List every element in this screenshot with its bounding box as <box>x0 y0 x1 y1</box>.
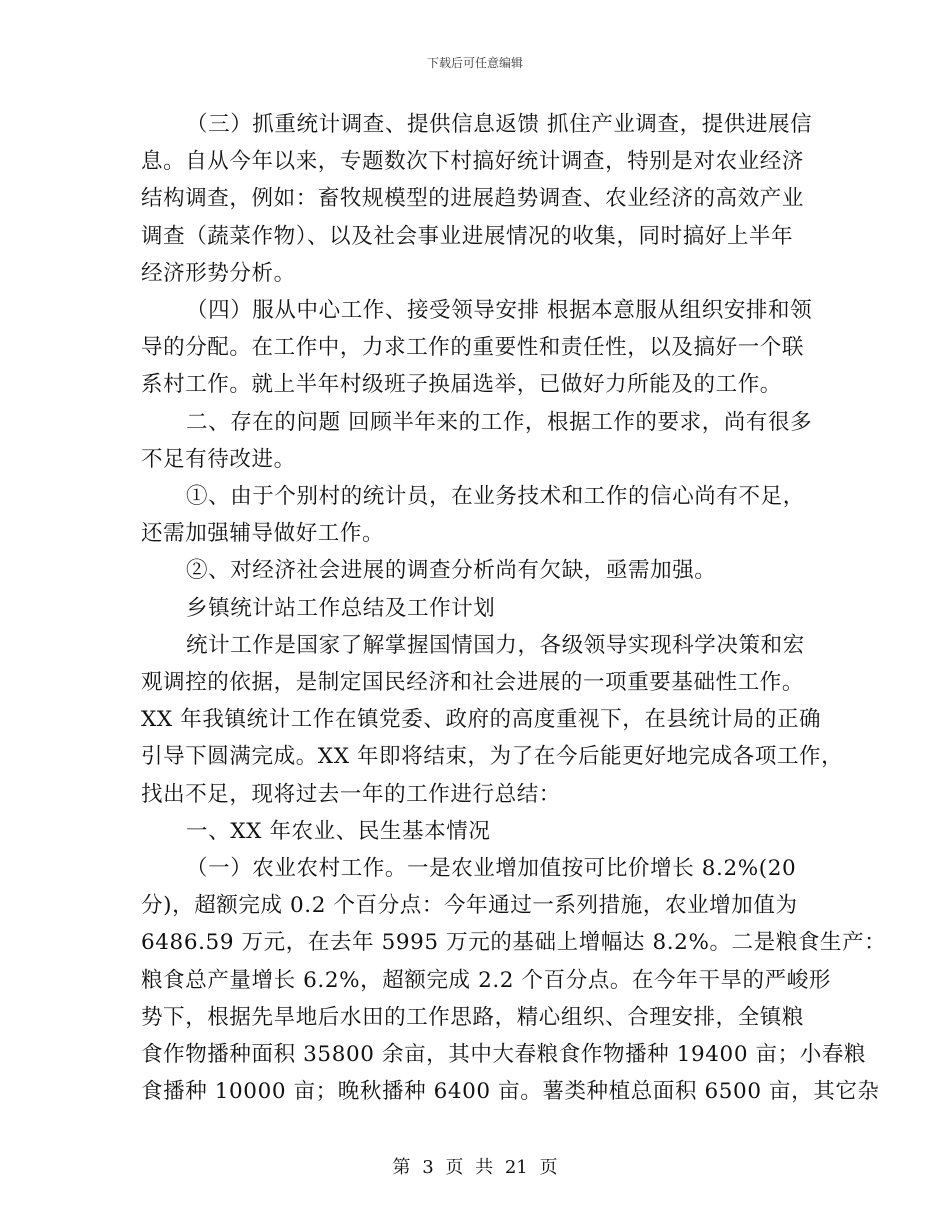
text-line: 系村工作。就上半年村级班子换届选举，已做好力所能及的工作。 <box>141 372 782 398</box>
text-line: 观调控的依据，是制定国民经济和社会进展的一项重要基础性工作。 <box>141 670 805 695</box>
text-line: 找出不足，现将过去一年的工作进行总结： <box>141 781 561 807</box>
page-header: 下载后可任意编辑 <box>426 56 523 70</box>
text-line: 二、存在的问题 回顾半年来的工作，根据工作的要求，尚有很多 <box>186 409 813 435</box>
text-line: 食播种 10000 亩；晚秋播种 6400 亩。薯类种植总面积 6500 亩，其它杂 <box>141 1079 880 1105</box>
text-line: 乡镇统计站工作总结及工作计划 <box>186 595 496 621</box>
text-line: ②、对经济社会进展的调查分析尚有欠缺，亟需加强。 <box>186 558 717 584</box>
text-line: （四）服从中心工作、接受领导安排 根据本意服从组织安排和领 <box>186 298 813 323</box>
text-line: 调查（蔬菜作物）、以及社会事业进展情况的收集，同时搞好上半年 <box>141 223 794 249</box>
text-line: XX 年我镇统计工作在镇党委、政府的高度重视下，在县统计局的正确 <box>141 707 822 733</box>
text-line: 结构调查，例如：畜牧规模型的进展趋势调查、农业经济的高效产业 <box>141 186 805 212</box>
text-line: ①、由于个别村的统计员，在业务技术和工作的信心尚有不足， <box>186 484 805 509</box>
text-line: 不足有待改进。 <box>141 446 296 472</box>
text-line: 导的分配。在工作中，力求工作的重要性和责任性，以及搞好一个联 <box>141 335 805 361</box>
text-line: 分)，超额完成 0.2 个百分点：今年通过一系列措施，农业增加值为 <box>141 893 798 919</box>
text-line: 息。自从今年以来，专题数次下村搞好统计调查，特别是对农业经济 <box>141 149 805 175</box>
page-number-footer: 第 3 页 共 21 页 <box>392 1157 558 1178</box>
text-line: 势下，根据先旱地后水田的工作思路，精心组织、合理安排，全镇粮 <box>141 1004 805 1030</box>
text-line: （一）农业农村工作。一是农业增加值按可比价增长 8.2%(20 <box>186 856 797 881</box>
text-line: 食作物播种面积 35800 余亩，其中大春粮食作物播种 19400 亩；小春粮 <box>141 1042 867 1067</box>
text-line: 引导下圆满完成。XX 年即将结束，为了在今后能更好地完成各项工作， <box>141 744 844 770</box>
text-line: 经济形势分析。 <box>141 260 296 286</box>
text-line: （三）抓重统计调查、提供信息返馈 抓住产业调查，提供进展信 <box>186 112 813 137</box>
text-line: 一、XX 年农业、民生基本情况 <box>186 818 491 844</box>
text-line: 还需加强辅导做好工作。 <box>141 521 385 547</box>
text-line: 粮食总产量增长 6.2%，超额完成 2.2 个百分点。在今年干旱的严峻形 <box>141 967 831 993</box>
text-line: 统计工作是国家了解掌握国情国力，各级领导实现科学决策和宏 <box>186 632 805 658</box>
text-line: 6486.59 万元，在去年 5995 万元的基础上增幅达 8.2%。二是粮食生产： <box>141 930 887 956</box>
